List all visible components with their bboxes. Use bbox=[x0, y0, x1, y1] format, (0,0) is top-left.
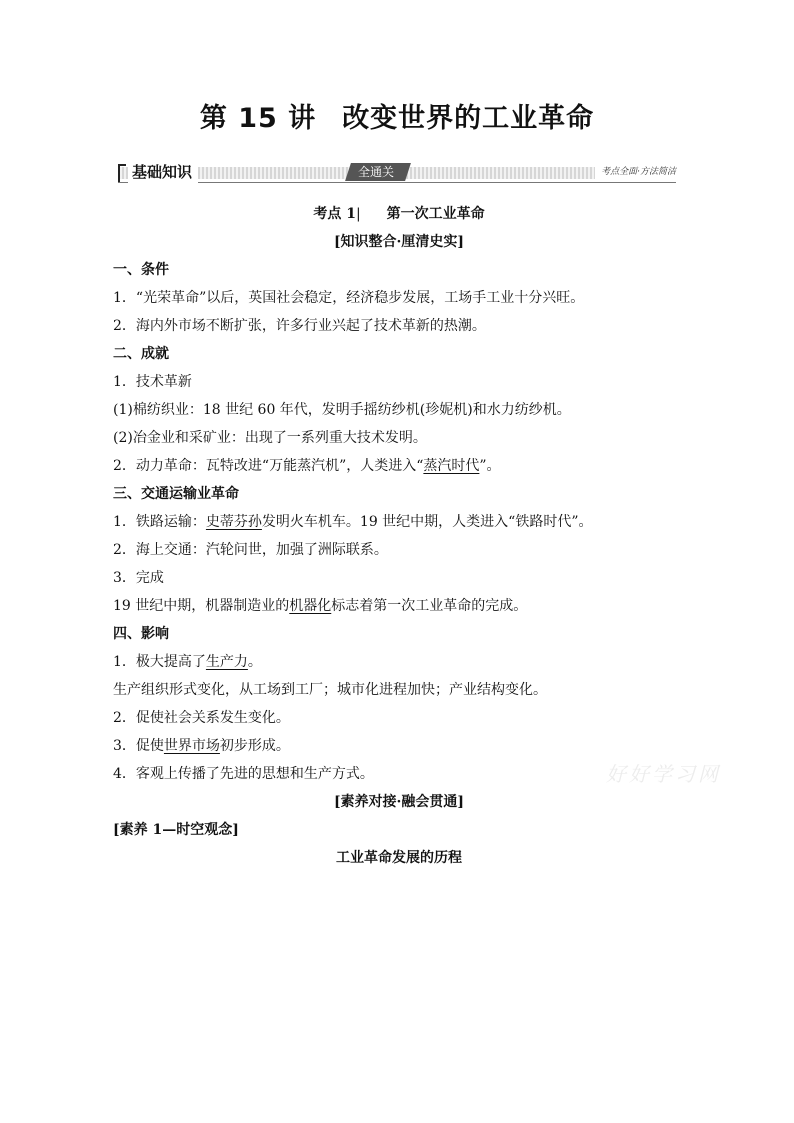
transport-railway bbox=[113, 508, 685, 536]
bracket-heading-literacy: [素养对接·融会贯通] bbox=[333, 794, 465, 810]
section-heading-impact: 四、影响 bbox=[113, 626, 169, 642]
section-heading-transport: 三、交通运输业革命 bbox=[113, 486, 239, 502]
transport-sea: 2．海上交通：汽轮问世，加强了洲际联系。 bbox=[113, 542, 388, 558]
power-keyword: 蒸汽时代 bbox=[423, 458, 480, 474]
watermark: 好好学习网 bbox=[606, 762, 721, 786]
power-text: 2．动力革命：瓦特改进“万能蒸汽机”，人类进入“ bbox=[113, 458, 424, 474]
railway-text: 1．铁路运输： bbox=[113, 514, 206, 530]
railway-keyword: 史蒂芬孙 bbox=[205, 514, 262, 530]
banner-tag bbox=[345, 163, 411, 181]
impact-item-2: 2．促使社会关系发生变化。 bbox=[113, 710, 290, 726]
impact-3-text: 3．促使 bbox=[113, 738, 164, 754]
banner-tag-text: 全通关 bbox=[358, 165, 395, 179]
title-lecture-number: 第 15 讲 bbox=[199, 103, 317, 134]
literacy-label: [素养 1—时空观念] bbox=[113, 822, 239, 838]
kaodian-separator: | bbox=[355, 206, 361, 222]
completion-text-start: 19 世纪中期，机器制造业的 bbox=[113, 598, 290, 614]
impact-item-1 bbox=[113, 648, 685, 676]
impact-3-end: 初步形成。 bbox=[219, 738, 290, 754]
title-text: 改变世界的工业革命 bbox=[342, 103, 595, 134]
completion-keyword: 机器化 bbox=[289, 598, 332, 614]
completion-subheading: 3．完成 bbox=[113, 570, 164, 586]
section-heading-conditions: 一、条件 bbox=[113, 262, 169, 278]
banner-rule bbox=[118, 182, 676, 183]
impact-item-4: 4．客观上传播了先进的思想和生产方式。 bbox=[113, 766, 374, 782]
banner-corner-mark bbox=[118, 164, 126, 182]
impact-item-3 bbox=[113, 732, 685, 760]
banner-right-caption: 考点全面·方法简洁 bbox=[595, 163, 676, 181]
kaodian-name: 第一次工业革命 bbox=[386, 206, 485, 222]
achievement-textile: (1)棉纺织业：18 世纪 60 年代，发明手摇纺纱机(珍妮机)和水力纺纱机。 bbox=[113, 402, 571, 418]
banner-label: 基础知识 bbox=[128, 161, 198, 183]
achievement-power bbox=[113, 452, 685, 480]
section-banner bbox=[118, 161, 676, 183]
impact-1-end: 。 bbox=[247, 654, 262, 670]
impact-1-keyword: 生产力 bbox=[205, 654, 248, 670]
condition-item-2: 2．海内外市场不断扩张，许多行业兴起了技术革新的热潮。 bbox=[113, 318, 486, 334]
page-title bbox=[0, 96, 794, 135]
kaodian-number: 考点 1 bbox=[313, 206, 356, 222]
section-heading-achievements: 二、成就 bbox=[113, 346, 169, 362]
kaodian-heading bbox=[113, 200, 685, 228]
condition-item-1: 1．“光荣革命”以后，英国社会稳定，经济稳步发展，工场手工业十分兴旺。 bbox=[113, 290, 585, 306]
document-body bbox=[113, 200, 685, 872]
power-text-end: ”。 bbox=[479, 458, 501, 474]
impact-3-keyword: 世界市场 bbox=[163, 738, 220, 754]
impact-1-text: 1．极大提高了 bbox=[113, 654, 206, 670]
impact-item-1-description: 生产组织形式变化，从工场到工厂；城市化进程加快；产业结构变化。 bbox=[113, 682, 547, 698]
railway-text-end: 发明火车机车。19 世纪中期，人类进入“铁路时代”。 bbox=[261, 514, 593, 530]
completion-text-end: 标志着第一次工业革命的完成。 bbox=[331, 598, 528, 614]
section-subtitle: 工业革命发展的历程 bbox=[336, 850, 462, 866]
completion-text bbox=[113, 592, 685, 620]
achievement-metallurgy: (2)冶金业和采矿业：出现了一系列重大技术发明。 bbox=[113, 430, 427, 446]
achievement-subheading: 1．技术革新 bbox=[113, 374, 192, 390]
bracket-heading-knowledge: [知识整合·厘清史实] bbox=[333, 234, 465, 250]
